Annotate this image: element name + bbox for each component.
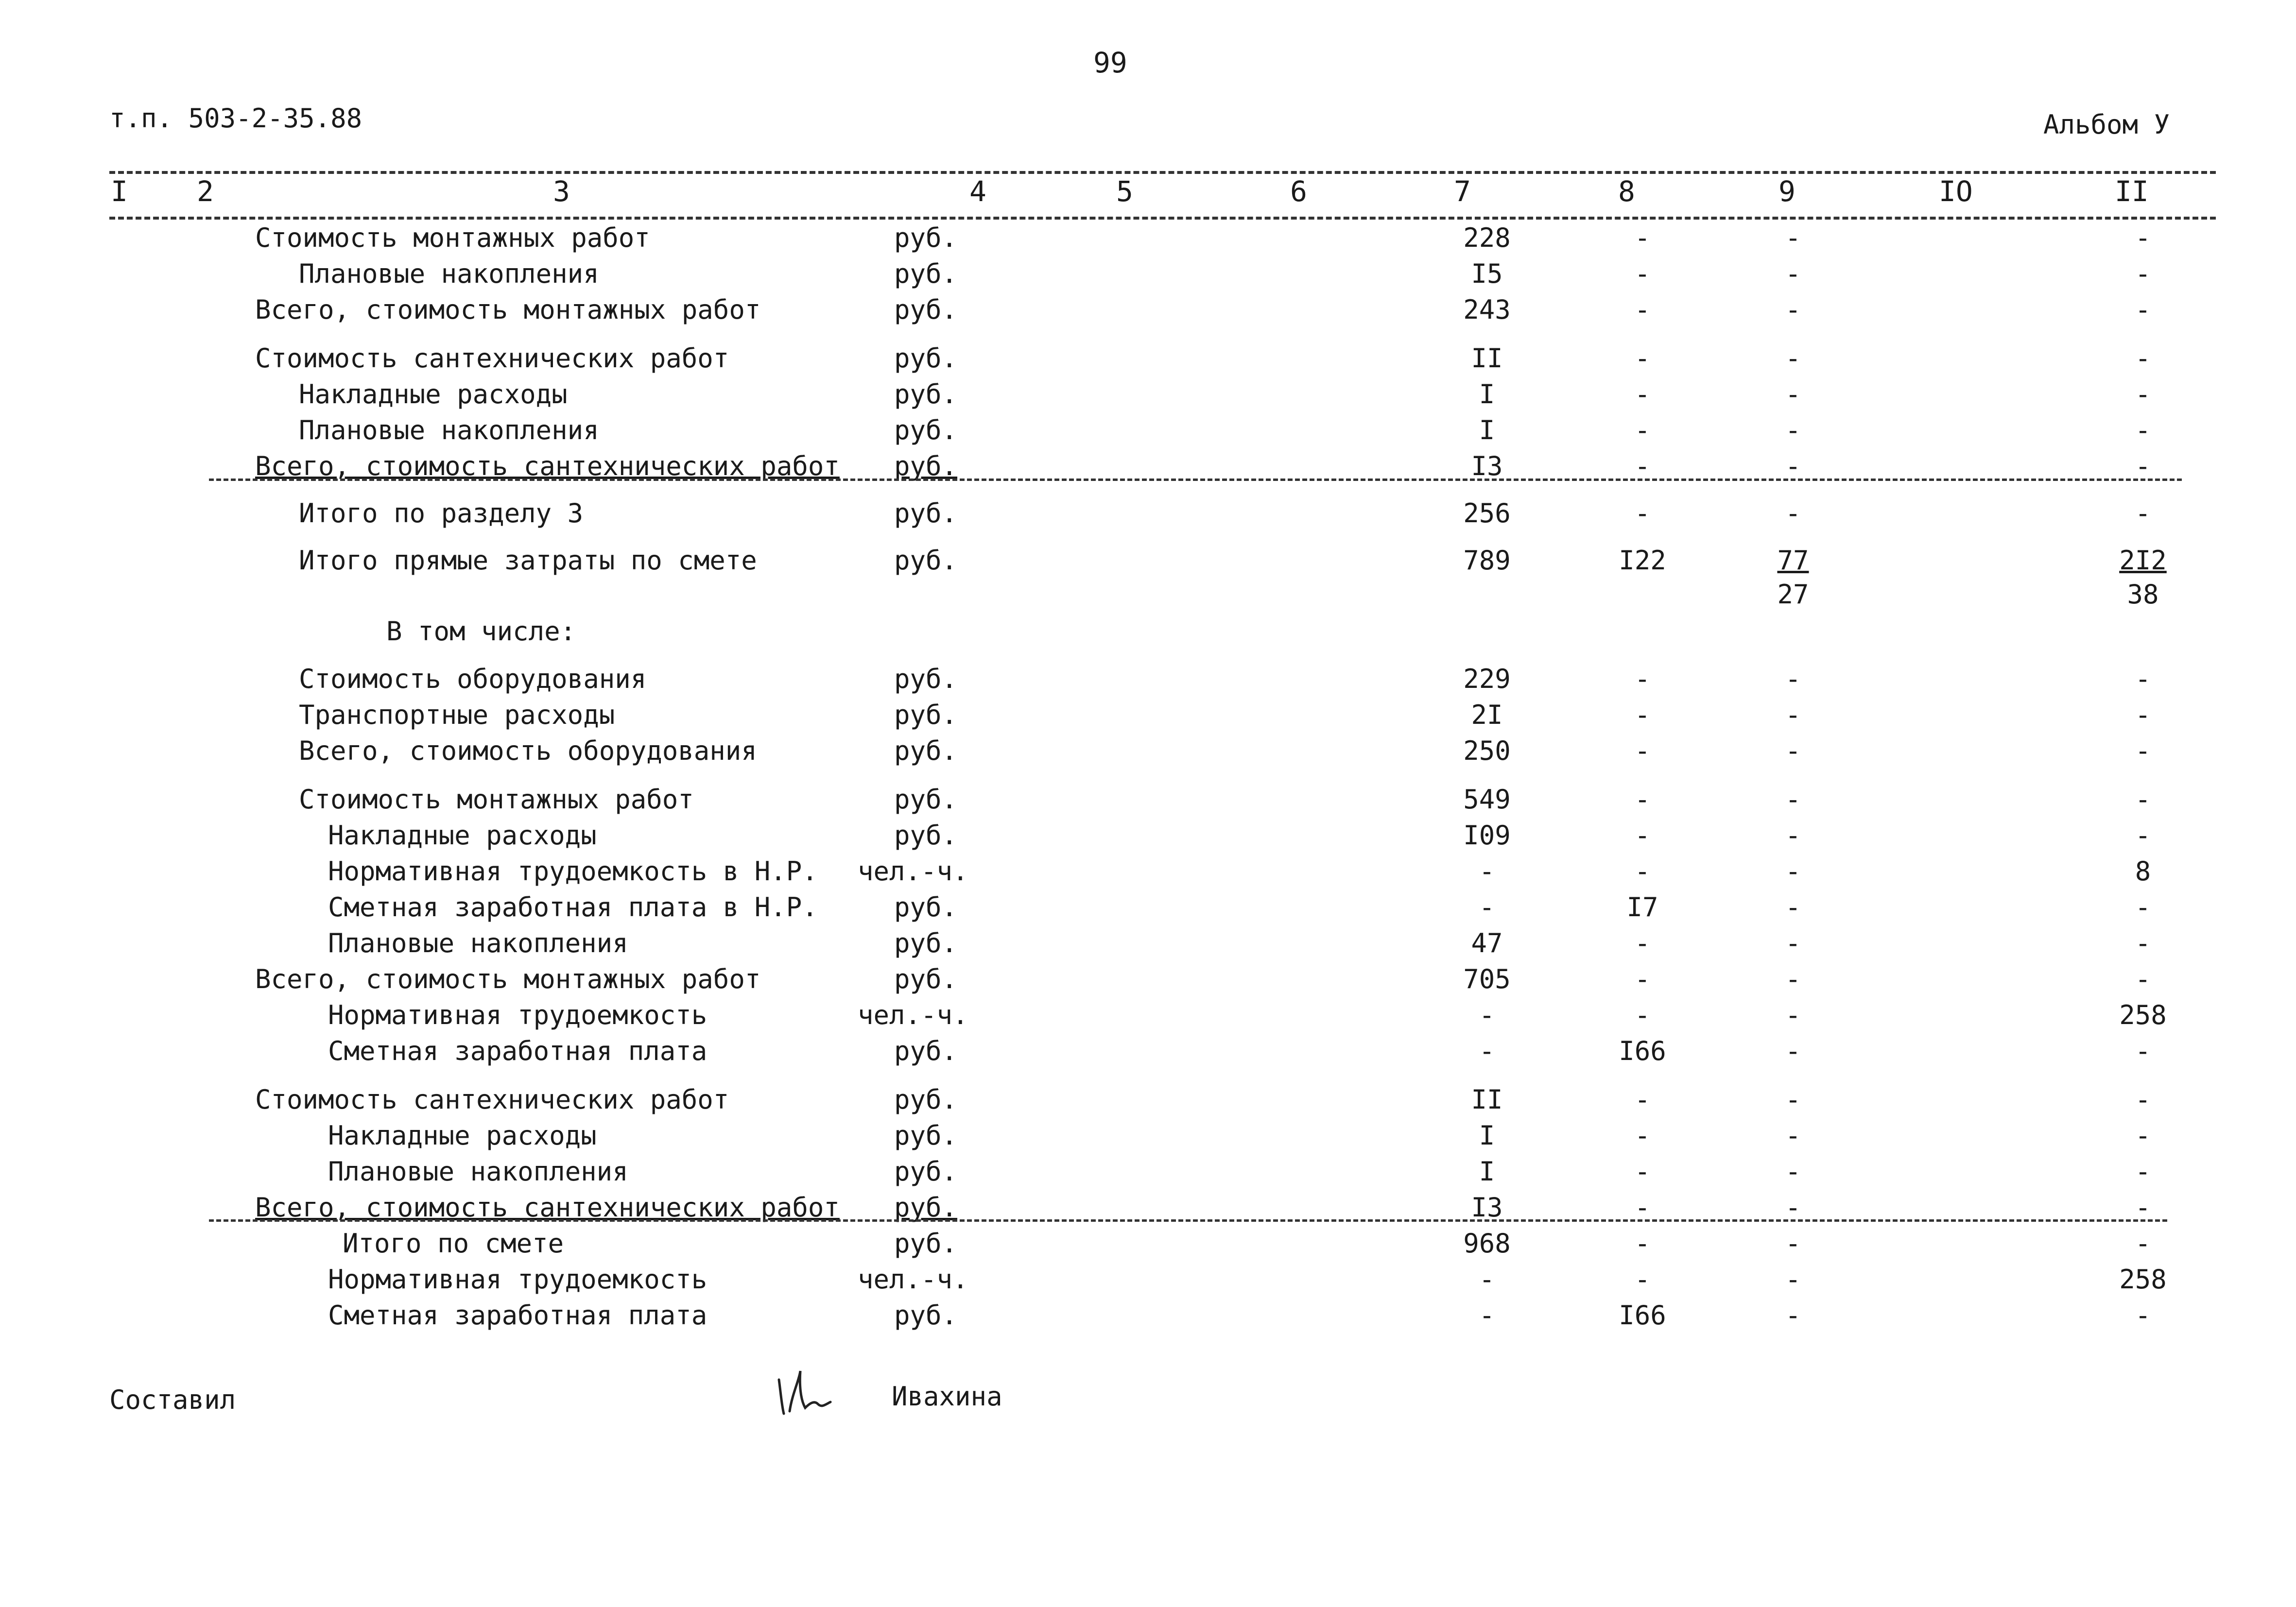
row-col9-value: - bbox=[1785, 735, 1801, 766]
row-unit: руб. bbox=[894, 1300, 958, 1331]
row-col9-value: - bbox=[1785, 964, 1801, 994]
row-col8-value: I22 bbox=[1619, 545, 1666, 576]
page-number: 99 bbox=[1093, 46, 1127, 79]
row-col9-value: - bbox=[1785, 892, 1801, 923]
row-col7-value: 549 bbox=[1463, 784, 1511, 815]
row-col11-value: - bbox=[2135, 1120, 2151, 1151]
row-unit: руб. bbox=[894, 415, 958, 445]
row-col8-value: - bbox=[1634, 664, 1651, 694]
row-col9-value: 77 bbox=[1777, 545, 1809, 576]
table-row bbox=[0, 498, 2296, 535]
row-col9-value: - bbox=[1785, 415, 1801, 445]
row-label: Стоимость сантехнических работ bbox=[255, 1084, 729, 1115]
table-row bbox=[0, 1000, 2296, 1037]
row-label: Стоимость оборудования bbox=[299, 664, 647, 694]
row-unit: руб. bbox=[894, 498, 958, 529]
table-row bbox=[0, 294, 2296, 331]
table-row bbox=[0, 735, 2296, 772]
row-col8-value: I66 bbox=[1619, 1300, 1666, 1331]
row-col7-value: I bbox=[1479, 379, 1495, 410]
row-unit: руб. bbox=[894, 700, 958, 730]
row-label: Накладные расходы bbox=[328, 820, 597, 851]
row-label: Всего, стоимость монтажных работ bbox=[255, 964, 761, 994]
row-label: Плановые накопления bbox=[299, 258, 599, 289]
row-col11-value: - bbox=[2135, 1036, 2151, 1066]
compiler-name: Ивахина bbox=[892, 1381, 1002, 1412]
row-col8-value: - bbox=[1634, 1120, 1651, 1151]
row-col11-value: 2I2 bbox=[2119, 545, 2167, 576]
row-unit: руб. bbox=[894, 258, 958, 289]
row-col8-value: - bbox=[1634, 379, 1651, 410]
row-unit: руб. bbox=[894, 964, 958, 994]
row-col9-value: - bbox=[1785, 1000, 1801, 1030]
row-col11-value: - bbox=[2135, 222, 2151, 253]
row-col11-value: - bbox=[2135, 1156, 2151, 1187]
row-col7-value: - bbox=[1479, 856, 1495, 887]
row-label: Итого прямые затраты по смете bbox=[299, 545, 757, 576]
column-header-5: 5 bbox=[1116, 175, 1133, 208]
row-col8-value: - bbox=[1634, 1000, 1651, 1030]
row-col8-value: - bbox=[1634, 294, 1651, 325]
table-row bbox=[0, 616, 2296, 653]
row-col11-value: - bbox=[2135, 820, 2151, 851]
row-label: Плановые накопления bbox=[328, 1156, 628, 1187]
row-unit: чел.-ч. bbox=[858, 1000, 968, 1030]
row-unit: руб. bbox=[894, 451, 958, 481]
row-col9-value: - bbox=[1785, 451, 1801, 481]
row-col8-value: - bbox=[1634, 451, 1651, 481]
row-col11-value: 258 bbox=[2119, 1000, 2167, 1030]
row-col11-value: - bbox=[2135, 784, 2151, 815]
row-col8-value: - bbox=[1634, 1156, 1651, 1187]
row-label: Сметная заработная плата bbox=[328, 1036, 708, 1066]
row-col7-value: 968 bbox=[1463, 1228, 1511, 1259]
row-col7-value: II bbox=[1471, 1084, 1503, 1115]
table-row bbox=[0, 415, 2296, 452]
table-row bbox=[0, 1156, 2296, 1193]
table-row bbox=[0, 379, 2296, 416]
row-label: Стоимость монтажных работ bbox=[255, 222, 650, 253]
row-label: Плановые накопления bbox=[299, 415, 599, 445]
row-col8-value: - bbox=[1634, 1264, 1651, 1295]
row-col7-value: 2I bbox=[1471, 700, 1503, 730]
row-col7-value: I3 bbox=[1471, 451, 1503, 481]
row-col8-value: - bbox=[1634, 343, 1651, 374]
row-col7-value: - bbox=[1479, 1264, 1495, 1295]
row-col8-value: - bbox=[1634, 784, 1651, 815]
row-col8-value: - bbox=[1634, 735, 1651, 766]
row-col7-value: - bbox=[1479, 1000, 1495, 1030]
row-col11-value: - bbox=[2135, 415, 2151, 445]
table-row bbox=[0, 1120, 2296, 1157]
row-unit: руб. bbox=[894, 1036, 958, 1066]
row-unit: чел.-ч. bbox=[858, 856, 968, 887]
row-unit: руб. bbox=[894, 1120, 958, 1151]
row-unit: руб. bbox=[894, 735, 958, 766]
row-col9-value: - bbox=[1785, 784, 1801, 815]
table-row bbox=[0, 964, 2296, 1001]
row-col9-value: - bbox=[1785, 820, 1801, 851]
row-col9-value: - bbox=[1785, 664, 1801, 694]
row-col11-value: - bbox=[2135, 1192, 2151, 1223]
table-row bbox=[0, 700, 2296, 736]
row-col7-value: - bbox=[1479, 1300, 1495, 1331]
row-unit: руб. bbox=[894, 1228, 958, 1259]
row-col7-value: 243 bbox=[1463, 294, 1511, 325]
row-col11-value: - bbox=[2135, 379, 2151, 410]
row-col11-value: - bbox=[2135, 451, 2151, 481]
row-label: Всего, стоимость оборудования bbox=[299, 735, 757, 766]
table-row bbox=[0, 664, 2296, 701]
row-col8-value: - bbox=[1634, 964, 1651, 994]
column-header-1: I bbox=[111, 175, 128, 208]
row-col11-value: 258 bbox=[2119, 1264, 2167, 1295]
row-label: Сметная заработная плата bbox=[328, 1300, 708, 1331]
table-row bbox=[0, 545, 2296, 610]
row-col9-value: - bbox=[1785, 222, 1801, 253]
table-row bbox=[0, 222, 2296, 259]
compiled-by-label: Составил bbox=[109, 1385, 236, 1415]
row-col8-value: - bbox=[1634, 1228, 1651, 1259]
row-col9-value: - bbox=[1785, 258, 1801, 289]
row-unit: руб. bbox=[894, 928, 958, 958]
row-label: Стоимость сантехнических работ bbox=[255, 343, 729, 374]
row-col9-value-sub: 27 bbox=[1777, 579, 1809, 610]
row-col8-value: I7 bbox=[1626, 892, 1658, 923]
row-col9-value: - bbox=[1785, 498, 1801, 529]
row-col11-value: - bbox=[2135, 1300, 2151, 1331]
row-label: Итого по смете bbox=[343, 1228, 564, 1259]
header-bottom-rule bbox=[109, 217, 2216, 220]
column-header-7: 7 bbox=[1454, 175, 1471, 208]
column-header-3: 3 bbox=[553, 175, 570, 208]
row-col11-value: - bbox=[2135, 700, 2151, 730]
column-header-6: 6 bbox=[1290, 175, 1307, 208]
row-col11-value: - bbox=[2135, 343, 2151, 374]
row-col9-value: - bbox=[1785, 1036, 1801, 1066]
table-row bbox=[0, 928, 2296, 965]
row-label: Накладные расходы bbox=[299, 379, 568, 410]
row-col7-value: I bbox=[1479, 415, 1495, 445]
row-col11-value: 8 bbox=[2135, 856, 2151, 887]
row-col11-value: - bbox=[2135, 664, 2151, 694]
column-header-2: 2 bbox=[197, 175, 214, 208]
column-header-8: 8 bbox=[1618, 175, 1635, 208]
row-col11-value: - bbox=[2135, 892, 2151, 923]
album-label: Альбом У bbox=[2043, 109, 2170, 140]
row-col7-value: 256 bbox=[1463, 498, 1511, 529]
row-col9-value: - bbox=[1785, 294, 1801, 325]
row-col7-value: I bbox=[1479, 1120, 1495, 1151]
row-unit: руб. bbox=[894, 784, 958, 815]
row-col9-value: - bbox=[1785, 1192, 1801, 1223]
row-col11-value: - bbox=[2135, 735, 2151, 766]
row-unit: чел.-ч. bbox=[858, 1264, 968, 1295]
row-col7-value: 705 bbox=[1463, 964, 1511, 994]
signature-mark bbox=[770, 1365, 833, 1419]
row-col9-value: - bbox=[1785, 856, 1801, 887]
row-col9-value: - bbox=[1785, 928, 1801, 958]
column-header-4: 4 bbox=[969, 175, 986, 208]
row-col7-value: 789 bbox=[1463, 545, 1511, 576]
table-row bbox=[0, 1264, 2296, 1301]
row-col9-value: - bbox=[1785, 1120, 1801, 1151]
row-label: Накладные расходы bbox=[328, 1120, 597, 1151]
row-col11-value: - bbox=[2135, 1084, 2151, 1115]
row-unit: руб. bbox=[894, 820, 958, 851]
row-unit: руб. bbox=[894, 343, 958, 374]
row-col11-value: - bbox=[2135, 258, 2151, 289]
row-col8-value: - bbox=[1634, 1192, 1651, 1223]
row-col7-value: 250 bbox=[1463, 735, 1511, 766]
row-col9-value: - bbox=[1785, 379, 1801, 410]
row-col7-value: I5 bbox=[1471, 258, 1503, 289]
table-row bbox=[0, 451, 2296, 488]
row-col9-value: - bbox=[1785, 1300, 1801, 1331]
row-col7-value: 228 bbox=[1463, 222, 1511, 253]
row-col7-value: I09 bbox=[1463, 820, 1511, 851]
row-col9-value: - bbox=[1785, 700, 1801, 730]
table-row bbox=[0, 892, 2296, 929]
row-col8-value: - bbox=[1634, 498, 1651, 529]
row-unit: руб. bbox=[894, 1156, 958, 1187]
table-row bbox=[0, 1192, 2296, 1229]
column-header-11: II bbox=[2115, 175, 2149, 208]
table-row bbox=[0, 343, 2296, 380]
row-label: Плановые накопления bbox=[328, 928, 628, 958]
row-col7-value: 47 bbox=[1471, 928, 1503, 958]
row-col9-value: - bbox=[1785, 1156, 1801, 1187]
row-col7-value: - bbox=[1479, 1036, 1495, 1066]
row-unit: руб. bbox=[894, 1084, 958, 1115]
row-col11-value: - bbox=[2135, 294, 2151, 325]
row-col7-value: I bbox=[1479, 1156, 1495, 1187]
row-col9-value: - bbox=[1785, 343, 1801, 374]
row-unit: руб. bbox=[894, 222, 958, 253]
header-top-rule bbox=[109, 171, 2216, 174]
row-col9-value: - bbox=[1785, 1228, 1801, 1259]
row-col11-value: - bbox=[2135, 964, 2151, 994]
row-label: Транспортные расходы bbox=[299, 700, 615, 730]
row-col7-value: I3 bbox=[1471, 1192, 1503, 1223]
row-unit: руб. bbox=[894, 664, 958, 694]
table-row bbox=[0, 820, 2296, 857]
row-label: Всего, стоимость монтажных работ bbox=[255, 294, 761, 325]
row-col7-value: 229 bbox=[1463, 664, 1511, 694]
row-col11-value: - bbox=[2135, 1228, 2151, 1259]
table-row bbox=[0, 258, 2296, 295]
table-row bbox=[0, 856, 2296, 893]
table-row bbox=[0, 1228, 2296, 1265]
row-label: Нормативная трудоемкость в Н.Р. bbox=[328, 856, 818, 887]
row-col8-value: - bbox=[1634, 928, 1651, 958]
row-col11-value: - bbox=[2135, 928, 2151, 958]
row-col8-value: - bbox=[1634, 820, 1651, 851]
row-col8-value: - bbox=[1634, 222, 1651, 253]
row-col8-value: - bbox=[1634, 856, 1651, 887]
row-col7-value: - bbox=[1479, 892, 1495, 923]
row-label: Сметная заработная плата в Н.Р. bbox=[328, 892, 818, 923]
row-label: В том числе: bbox=[386, 616, 576, 647]
column-header-10: IO bbox=[1939, 175, 1973, 208]
column-header-9: 9 bbox=[1778, 175, 1795, 208]
row-col8-value: - bbox=[1634, 700, 1651, 730]
row-label: Стоимость монтажных работ bbox=[299, 784, 694, 815]
row-col8-value: - bbox=[1634, 258, 1651, 289]
row-label: Нормативная трудоемкость bbox=[328, 1000, 708, 1030]
section-separator-rule bbox=[209, 1219, 2167, 1222]
table-row bbox=[0, 784, 2296, 821]
row-col8-value: I66 bbox=[1619, 1036, 1666, 1066]
section-separator-rule bbox=[209, 479, 2182, 481]
table-row bbox=[0, 1084, 2296, 1121]
row-unit: руб. bbox=[894, 545, 958, 576]
row-unit: руб. bbox=[894, 379, 958, 410]
row-label: Нормативная трудоемкость bbox=[328, 1264, 708, 1295]
row-col8-value: - bbox=[1634, 1084, 1651, 1115]
row-unit: руб. bbox=[894, 294, 958, 325]
table-row bbox=[0, 1300, 2296, 1337]
row-label: Итого по разделу 3 bbox=[299, 498, 584, 529]
row-col7-value: II bbox=[1471, 343, 1503, 374]
row-label: Всего, стоимость сантехнических работ bbox=[255, 451, 840, 481]
row-col11-value-sub: 38 bbox=[2127, 579, 2159, 610]
row-label: Всего, стоимость сантехнических работ bbox=[255, 1192, 840, 1223]
row-col9-value: - bbox=[1785, 1084, 1801, 1115]
document-code: т.п. 503-2-35.88 bbox=[109, 103, 363, 134]
table-row bbox=[0, 1036, 2296, 1073]
row-col9-value: - bbox=[1785, 1264, 1801, 1295]
row-unit: руб. bbox=[894, 1192, 958, 1223]
row-col8-value: - bbox=[1634, 415, 1651, 445]
row-col11-value: - bbox=[2135, 498, 2151, 529]
row-unit: руб. bbox=[894, 892, 958, 923]
